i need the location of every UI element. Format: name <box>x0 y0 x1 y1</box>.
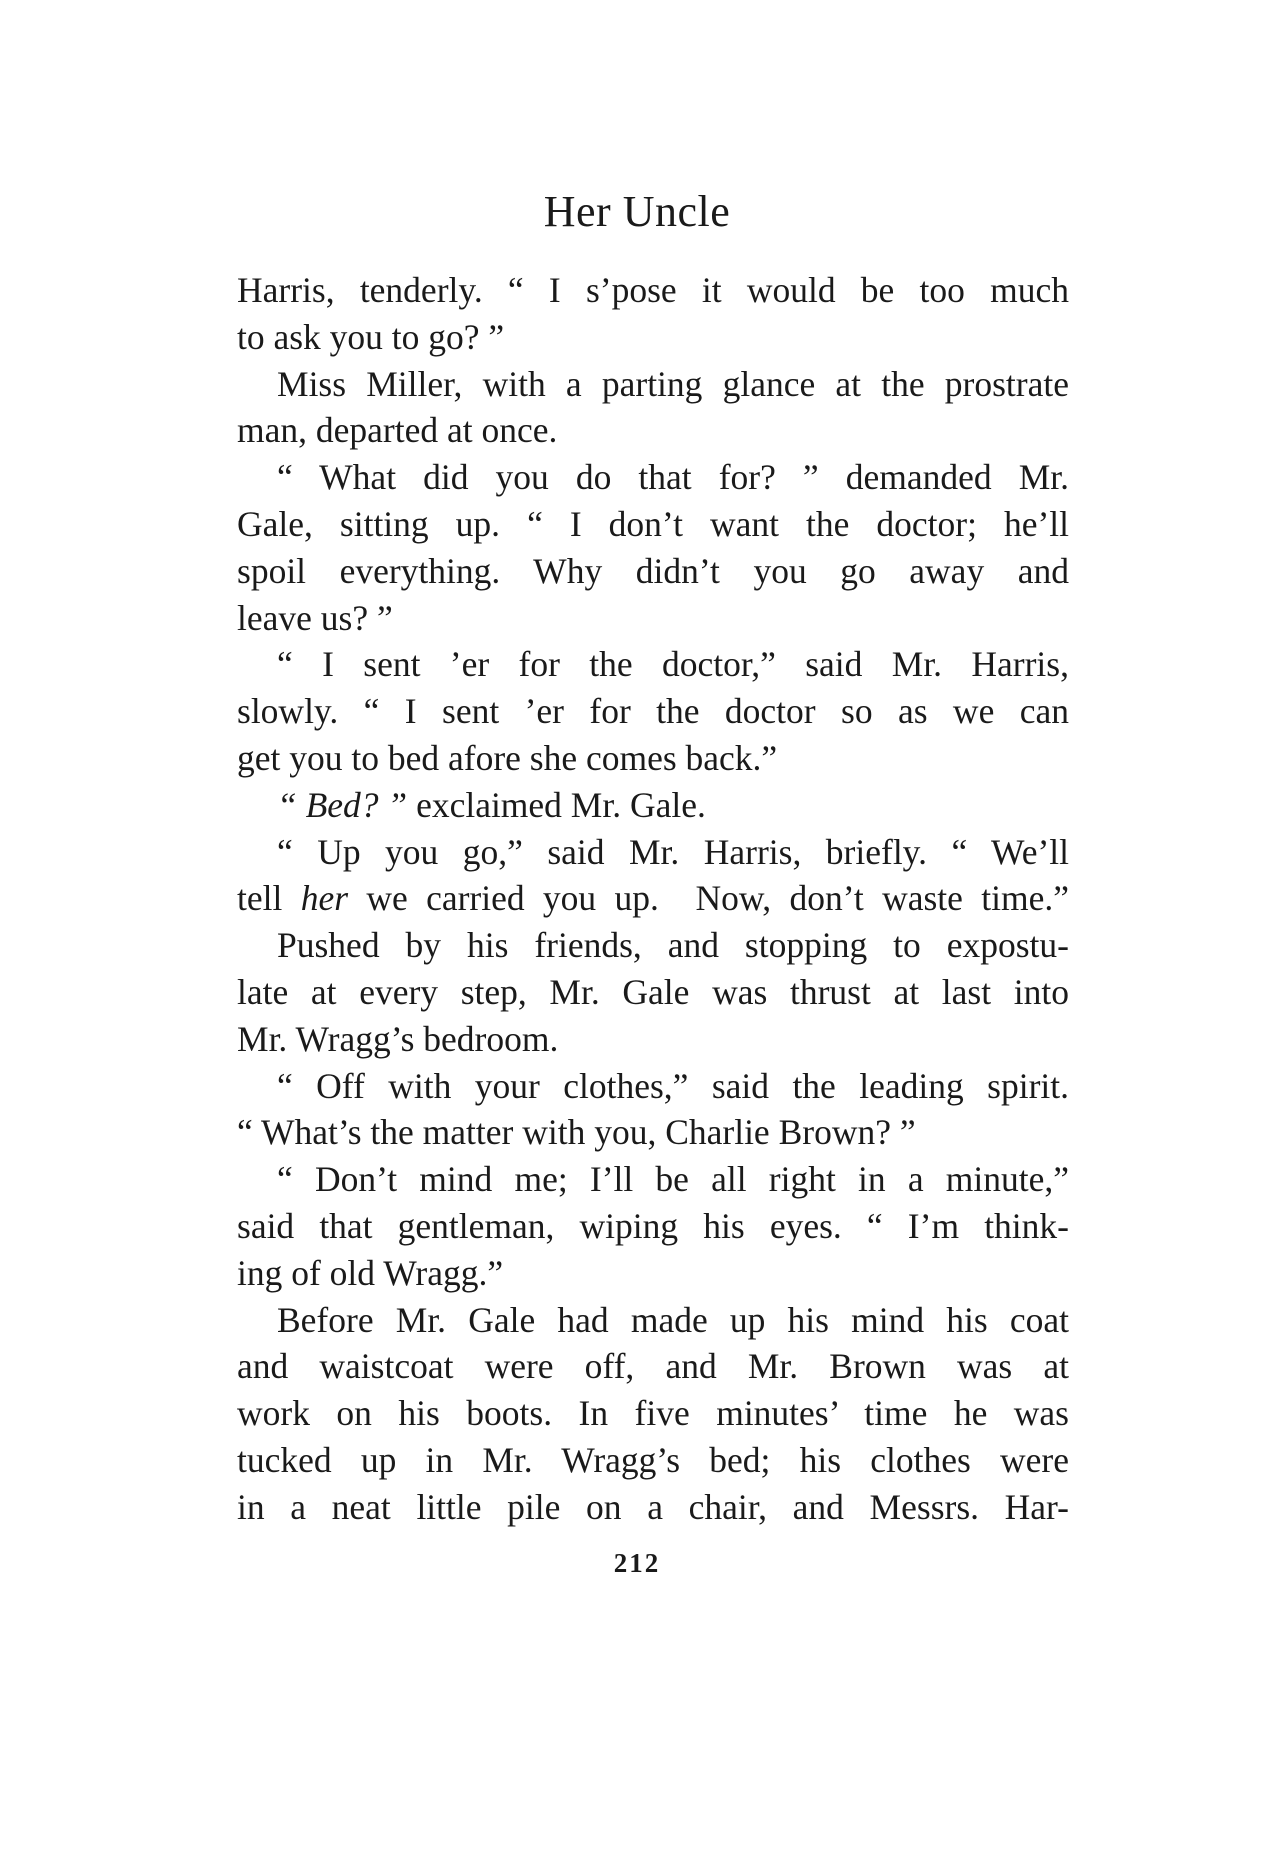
text-segment: slowly. “ I sent ’er for the doctor so as we can <box>237 691 1069 732</box>
italic-text: her <box>300 878 349 919</box>
text-segment: and waistcoat were off, and Mr. Brown was at <box>237 1346 1069 1387</box>
text-segment: Gale, sitting up. “ I don’t want the doctor; he’ll <box>237 503 1069 544</box>
text-segment: ing of old Wragg.” <box>237 1252 504 1293</box>
text-line <box>237 782 1069 829</box>
text-segment: Mr. Wragg’s bedroom. <box>237 1018 559 1059</box>
text-line <box>237 548 1069 595</box>
text-segment: “ What’s the matter with you, Charlie Brown? ” <box>237 1112 916 1153</box>
text-line-content <box>237 1346 1069 1386</box>
text-line-content <box>237 1393 1069 1433</box>
text-line <box>237 407 1069 454</box>
text-line <box>237 1484 1069 1531</box>
text-segment: tell <box>237 878 301 919</box>
text-segment: “ Off with your clothes,” said the leading spirit. <box>277 1065 1069 1106</box>
text-line-content <box>237 1487 1069 1527</box>
text-segment: leave us? ” <box>237 597 393 638</box>
text-line <box>237 1016 1069 1063</box>
text-segment: spoil everything. Why didn’t you go away and <box>237 550 1069 591</box>
text-line-content <box>237 1253 503 1293</box>
text-segment: to ask you to go? ” <box>237 316 505 357</box>
text-line-content <box>277 1066 1069 1106</box>
text-line-content <box>277 785 706 825</box>
text-segment: Before Mr. Gale had made up his mind his coat <box>277 1299 1069 1340</box>
text-line <box>237 735 1069 782</box>
text-line <box>237 875 1069 922</box>
text-segment: late at every step, Mr. Gale was thrust at last into <box>237 971 1069 1012</box>
text-line <box>237 314 1069 361</box>
text-line <box>237 641 1069 688</box>
text-line-content <box>277 1300 1069 1340</box>
text-segment: Miss Miller, with a parting glance at the prostrate <box>277 363 1069 404</box>
text-line <box>237 688 1069 735</box>
text-line-content <box>277 644 1069 684</box>
text-line-content <box>277 925 1069 965</box>
text-segment: said that gentleman, wiping his eyes. “ I’m think- <box>237 1205 1069 1246</box>
text-line <box>237 922 1069 969</box>
text-segment: we carried you up. Now, don’t waste time.” <box>348 878 1069 919</box>
text-line <box>237 454 1069 501</box>
text-segment: in a neat little pile on a chair, and Messrs. Har- <box>237 1486 1069 1527</box>
text-line-content <box>237 1206 1069 1246</box>
text-line-content <box>237 1019 558 1059</box>
text-line <box>237 969 1069 1016</box>
page-number: 212 <box>613 1548 661 1578</box>
text-line <box>237 1297 1069 1344</box>
text-segment: work on his boots. In five minutes’ time he was <box>237 1393 1069 1434</box>
text-line <box>237 1063 1069 1110</box>
text-line-content <box>277 1159 1069 1199</box>
text-segment: Pushed by his friends, and stopping to expostu- <box>277 925 1069 966</box>
text-line <box>237 1437 1069 1484</box>
text-line <box>237 1109 1069 1156</box>
text-segment: get you to bed afore she comes back.” <box>237 737 778 778</box>
text-line <box>237 595 1069 642</box>
text-line-content <box>237 551 1069 591</box>
text-line-content <box>237 1112 916 1152</box>
text-line-content <box>237 1440 1069 1480</box>
text-line-content <box>277 457 1069 497</box>
body-text <box>237 267 1069 1531</box>
text-segment: exclaimed Mr. Gale. <box>407 784 706 825</box>
text-line <box>237 1156 1069 1203</box>
text-line-content <box>237 738 777 778</box>
text-line <box>237 361 1069 408</box>
text-segment: Harris, tenderly. “ I s’pose it would be too much <box>237 270 1069 310</box>
text-line-content <box>277 832 1069 872</box>
text-line <box>237 1203 1069 1250</box>
text-line <box>237 267 1069 314</box>
text-line <box>237 501 1069 548</box>
italic-text: “ Bed? ” <box>277 784 408 825</box>
text-line-content <box>237 598 393 638</box>
text-line-content <box>237 317 504 357</box>
text-line-content <box>237 270 1069 310</box>
text-line-content <box>237 972 1069 1012</box>
text-segment: tucked up in Mr. Wragg’s bed; his clothes were <box>237 1439 1069 1480</box>
text-segment: man, departed at once. <box>237 410 558 451</box>
text-segment: “ Don’t mind me; I’ll be all right in a minute,” <box>277 1159 1069 1200</box>
text-line-content <box>237 878 1069 918</box>
text-line <box>237 829 1069 876</box>
text-line <box>237 1250 1069 1297</box>
text-line-content <box>237 410 557 450</box>
text-segment: “ What did you do that for? ” demanded Mr. <box>277 457 1069 498</box>
text-line-content <box>277 364 1069 404</box>
text-line-content <box>237 504 1069 544</box>
text-segment: “ I sent ’er for the doctor,” said Mr. Harris, <box>277 644 1069 685</box>
text-line <box>237 1390 1069 1437</box>
text-line-content <box>237 691 1069 731</box>
text-segment: “ Up you go,” said Mr. Harris, briefly. “ We’ll <box>277 831 1069 872</box>
text-line <box>237 1343 1069 1390</box>
running-head: Her Uncle <box>543 187 731 236</box>
